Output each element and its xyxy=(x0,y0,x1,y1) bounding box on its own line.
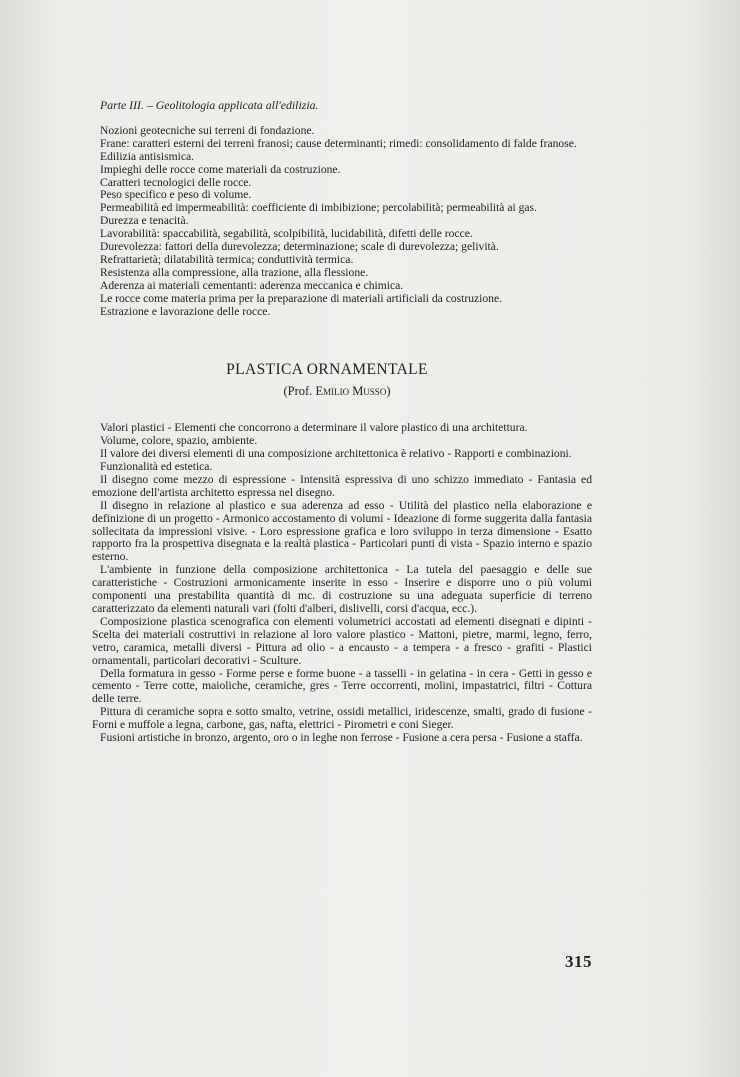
section-paragraph: Il disegno in relazione al plastico e sua aderenza ad esso - Utilità del plastico nella elaborazione e definizione di un progetto - Armonico accostamento di volumi - Ideazione di forme suggerita dalla fantasia sollecitata da impressioni visive. - Loro espressione grafica e loro sviluppo in terza dimensione - Esatto rapporto fra la prospettiva disegnata e la realtà plastica - Particolari punti di vista - Spazio interno e spazio esterno. xyxy=(92,498,592,564)
section-paragraph: Fusioni artistiche in bronzo, argento, oro o in leghe non ferrose - Fusione a cera persa - Fusione a staffa. xyxy=(100,731,583,745)
part-paragraph: Caratteri tecnologici delle rocce. xyxy=(100,175,252,189)
section-paragraph: Della formatura in gesso - Forme perse e forme buone - a tasselli - in gelatina - in cera - Getti in gesso e cemento - Terre cotte, maioliche, ceramiche, gres - Terre occorrenti, molini, impastatrici, filtri - Cottura delle terre. xyxy=(92,666,592,706)
part-paragraph: Frane: caratteri esterni dei terreni franosi; cause determinanti; rimedi: consolidamento di falde franose. xyxy=(100,136,577,150)
part-paragraph: Edilizia antisismica. xyxy=(100,149,195,163)
section-paragraph: Composizione plastica scenografica con elementi volumetrici accostati ad elementi disegnati e dipinti - Scelta dei materiali costruttivi in relazione al loro valore plastico - Mattoni, pietre, marmi, legno, ferro, vetro, caramica, metalli diversi - Pittura ad olio - a encausto - a tempera - a fresco - grafiti - Plastici ornamentali, particolari decorativi - Sculture. xyxy=(92,614,592,667)
section-paragraph: Valori plastici - Elementi che concorrono a determinare il valore plastico di una architettura. xyxy=(100,421,528,435)
section-author xyxy=(92,385,592,398)
part-paragraph: Durevolezza: fattori della durevolezza; determinazione; scale di durevolezza; gelività. xyxy=(100,240,499,254)
author-suffix: ) xyxy=(386,384,391,399)
author-prefix: (Prof. xyxy=(283,384,316,399)
part-paragraph: Peso specifico e peso di volume. xyxy=(100,188,252,202)
part-paragraph: Lavorabilità: spaccabilità, segabilità, scolpibilità, lucidabilità, difetti delle rocce. xyxy=(100,227,473,241)
part-paragraph: Permeabilità ed impermeabilità: coefficiente di imbibizione; percolabilità; permeabilità ai gas. xyxy=(100,201,537,215)
part-paragraph: Aderenza ai materiali cementanti: aderenza meccanica e chimica. xyxy=(100,278,404,292)
part-heading: Parte III. – Geolitologia applicata all'edilizia. xyxy=(100,98,319,112)
part-paragraph: Refrattarietà; dilatabilità termica; conduttività termica. xyxy=(100,252,354,266)
part-paragraph: Nozioni geotecniche sui terreni di fondazione. xyxy=(100,123,315,137)
part-paragraph: Resistenza alla compressione, alla trazione, alla flessione. xyxy=(100,265,369,279)
part-paragraph: Le rocce come materia prima per la preparazione di materiali artificiali da costruzione. xyxy=(100,291,503,305)
author-name: Emilio Musso xyxy=(315,384,387,399)
section-paragraph: L'ambiente in funzione della composizione architettonica - La tutela del paesaggio e delle sue caratteristiche - Costruzioni armonicamente inserite in esso - Inserire e disporre uno o più volumi componenti una prestabilita quantità di mc. di costruzione su una adeguata superficie di terreno caratterizzato da elementi naturali vari (folti d'alberi, dislivelli, corsi d'acqua, ecc.). xyxy=(92,563,592,615)
section-paragraph: Funzionalità ed estetica. xyxy=(100,460,213,474)
section-title: PLASTICA ORNAMENTALE xyxy=(226,360,428,378)
part-topics xyxy=(92,125,592,319)
part-paragraph: Durezza e tenacità. xyxy=(100,214,189,228)
section-paragraph: Pittura di ceramiche sopra e sotto smalto, vetrine, ossidi metallici, iridescenze, smalti, grado di fusione - Forni e muffole a legna, carbone, gas, nafta, elettrici - Pirometri e coni Sieger. xyxy=(92,705,592,732)
part-paragraph: Impieghi delle rocce come materiali da costruzione. xyxy=(100,162,341,176)
page-content xyxy=(92,99,592,745)
section-paragraph: Il disegno come mezzo di espressione - Intensità espressiva di uno schizzo immediato - Fantasia ed emozione dell'artista architetto espressa nel disegno. xyxy=(92,472,592,499)
part-paragraph: Estrazione e lavorazione delle rocce. xyxy=(100,304,271,318)
section-topics xyxy=(92,422,592,745)
section-paragraph: Il valore dei diversi elementi di una composizione architettonica è relativo - Rapporti e combinazioni. xyxy=(100,447,572,461)
page-number: 315 xyxy=(565,952,592,971)
section-paragraph: Volume, colore, spazio, ambiente. xyxy=(100,434,258,448)
